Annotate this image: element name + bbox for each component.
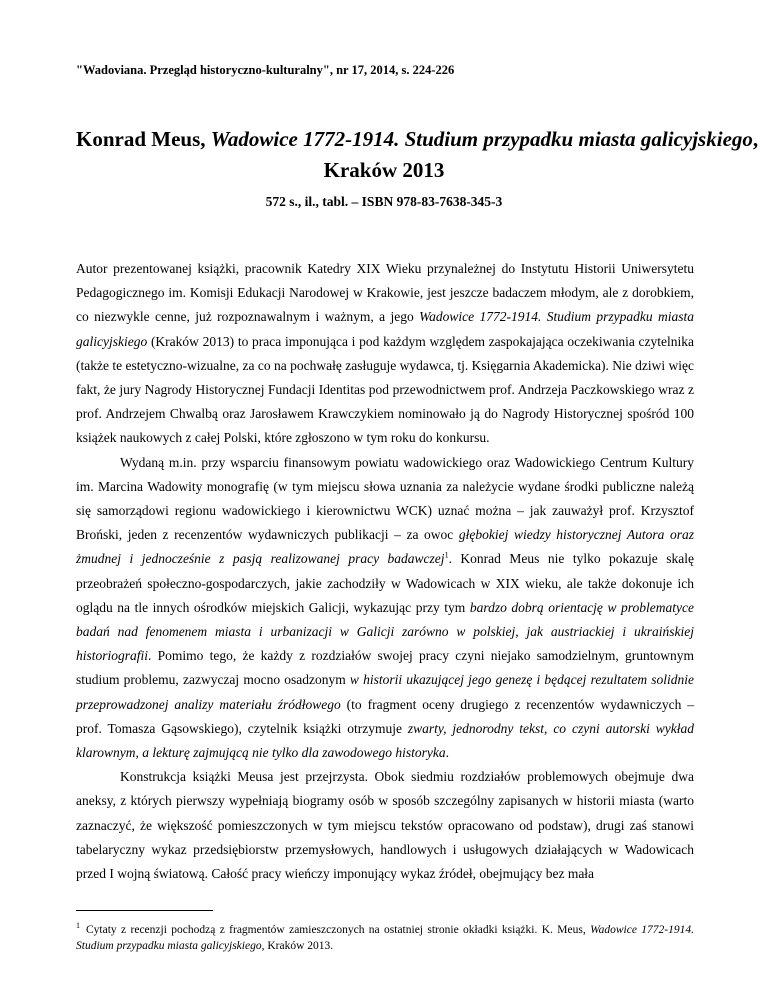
italic-quote: zwarty, jednorodny tekst, co czyni autorski wykład klarownym, a lekturę zajmującą nie tylko dla zawodowego historyka xyxy=(76,720,694,761)
italic-quote: w historii ukazującej jego genezę i będącej rezultatem solidnie przeprowadzonej analizy materiału źródłowego xyxy=(76,672,694,712)
book-title: Wadowice 1772-1914. Studium przypadku miasta galicyjskiego xyxy=(210,127,753,151)
text-run: . xyxy=(445,745,449,761)
review-body xyxy=(76,257,694,886)
text-run: . Konrad Meus nie tylko pokazuje skalę przeobrażeń społeczno-gospodarczych, jakie zachodziły w Wadowicach w XIX wieku, ale także dokonuje ich oglądu na tle innych ośrodków miejskich Galicji, wykazując przy tym xyxy=(76,551,694,615)
text-run: (Kraków 2013) to praca imponująca i pod każdym względem zaspokajająca oczekiwania czytelnika (także te estetyczno-wizualne, za co na pochwałę zasługuje wydawca, tj. Księgarnia Akademicka). Nie dziwi więc fakt, że jury Nagrody Historycznej Fundacji Identitas pod przewodnictwem prof. Andrzeja Paczkowskiego wraz z prof. Andrzejem Chwalbą oraz Jarosławem Krawczykiem nominowało ją do Nagrody Historycznej spośród 100 książek naukowych z całej Polski, które zgłoszono w tym roku do konkursu. xyxy=(76,333,694,446)
text-run: Wydaną m.in. przy wsparciu finansowym powiatu wadowickiego oraz Wadowickiego Centrum Kultury im. Marcina Wadowity monografię (w tym miejscu słowa uznania za należycie wydane środki publiczne należą się samorządowi regionu wadowickiego i kierownictwu WCK) uznać można – jak zauważył prof. Krzysztof Broński, jeden z recenzentów wydawniczych publikacji – za owoc xyxy=(76,454,694,543)
book-details: 572 s., il., tabl. – ISBN 978-83-7638-345-3 xyxy=(265,194,503,209)
text-run: Konstrukcja książki Meusa jest przejrzysta. Obok siedmiu rozdziałów problemowych obejmuje dwa aneksy, z których pierwszy wypełniają biogramy osób w sposób szczególny zapisanych w historii miasta (warto zaznaczyć, że większość pomieszczonych w tym miejscu tekstów opracowano od podstaw), drugi zaś stanowi tabelaryczny wykaz przedsiębiorstw przemysłowych, handlowych i usługowych działających w Wadowicach przed I wojną światową. Całość pracy wieńczy imponujący wykaz źródeł, obejmujący bez mała xyxy=(76,769,694,882)
footnote-book-title: Wadowice 1772-1914. Studium przypadku miasta galicyjskiego xyxy=(76,923,694,952)
text-run: . Pomimo tego, że każdy z rozdziałów swojej pracy czyni niejako samodzielnym, gruntownym studium problemu, zazwyczaj mocno osadzonym xyxy=(76,648,694,688)
footnote-text: Cytaty z recenzji pochodzą z fragmentów zamieszczonych na ostatniej stronie okładki książki. K. Meus, xyxy=(86,923,591,936)
footnote-reference[interactable]: 1 xyxy=(444,550,449,560)
footnote-text: , Kraków 2013. xyxy=(261,939,334,952)
italic-book-title: Wadowice 1772-1914. Studium przypadku miasta galicyjskiego xyxy=(76,309,694,349)
title-comma: , xyxy=(752,127,759,151)
journal-citation: "Wadoviana. Przegląd historyczno-kulturalny", nr 17, 2014, s. 224-226 xyxy=(76,63,455,77)
italic-quote: głębokiej wiedzy historycznej Autora oraz żmudnej i jednocześnie z pasją realizowanej pracy badawczej xyxy=(76,527,694,567)
text-run: Autor prezentowanej książki, pracownik Katedry XIX Wieku przynależnej do Instytutu Historii Uniwersytetu Pedagogicznego im. Komisji Edukacji Narodowej w Krakowie, jest jeszcze badaczem młodym, ale z dorobkiem, co niezwykle cenne, już rozpoznawalnym i ważnym, a jego xyxy=(76,261,694,325)
paragraph-3 xyxy=(76,765,694,886)
footnote-number: 1 xyxy=(76,921,80,930)
book-author: Konrad Meus, xyxy=(76,127,211,151)
paragraph-1 xyxy=(76,257,694,451)
paragraph-2 xyxy=(76,451,694,766)
book-title-line xyxy=(76,124,759,155)
italic-quote: bardzo dobrą orientację w problematyce badań nad fenomenem miasta i urbanizacji w Galicji zarówno w polskiej, jak austriackiej i ukraińskiej historiografii xyxy=(76,599,695,664)
book-place-year: Kraków 2013 xyxy=(323,158,445,182)
text-run: (to fragment oceny drugiego z recenzentów wydawniczych – prof. Tomasza Gąsowskiego), czytelnik książki otrzymuje xyxy=(76,696,694,736)
footnote-separator xyxy=(76,910,213,911)
review-title-block xyxy=(76,124,759,210)
footnote xyxy=(76,918,694,954)
